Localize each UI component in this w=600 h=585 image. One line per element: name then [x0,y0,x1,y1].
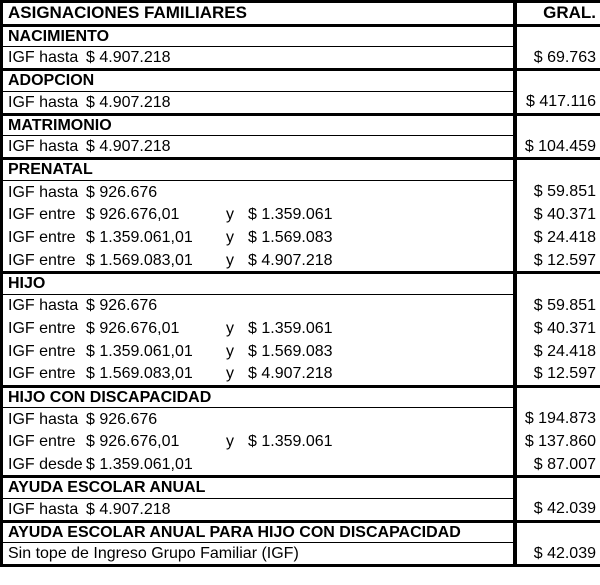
row-label: IGF hasta [8,297,79,315]
empty-amount-cell [515,521,600,543]
section-title-row-hijo-con-discapacidad [2,386,600,408]
row-amount-2: $ 4.907.218 [248,365,333,383]
row-value: $ 40.371 [515,317,600,340]
section-title-row-prenatal [2,159,600,181]
row-amount-1: $ 926.676,01 [86,206,180,224]
table-row [2,204,600,227]
empty-amount-cell [515,114,600,136]
row-amount-2: $ 1.569.083 [248,229,333,247]
row-value: $ 59.851 [515,181,600,204]
row-value: $ 194.873 [515,408,600,431]
row-label: IGF entre [8,319,76,337]
row-amount-2: $ 1.359.061 [248,433,333,451]
table-row [2,454,600,477]
row-amount-1: $ 1.569.083,01 [86,251,193,269]
table-row [2,363,600,386]
row-conjunction: y [226,433,234,451]
row-conjunction: y [226,365,234,383]
section-title-row-ayuda-escolar-discapacidad [2,521,600,543]
row-value: $ 12.597 [515,250,600,273]
row-label: IGF desde [8,455,83,473]
table-row [2,543,600,566]
row-note: Sin tope de Ingreso Grupo Familiar (IGF) [8,545,299,563]
row-conjunction: y [226,342,234,360]
row-value: $ 40.371 [515,204,600,227]
row-label: IGF entre [8,365,76,383]
row-amount-1: $ 926.676,01 [86,433,180,451]
row-label: IGF entre [8,229,76,247]
row-value: $ 417.116 [515,91,600,114]
empty-amount-cell [515,273,600,295]
table-row [2,250,600,273]
empty-amount-cell [515,477,600,499]
table-title: ASIGNACIONES FAMILIARES [2,2,515,26]
table-row [2,181,600,204]
row-value: $ 24.418 [515,340,600,363]
row-amount-1: $ 4.907.218 [86,93,171,111]
section-title-row-adopcion [2,70,600,92]
section-title: ADOPCION [2,70,515,92]
row-label: IGF hasta [8,410,79,428]
row-label: IGF hasta [8,500,79,518]
row-conjunction: y [226,251,234,269]
row-value: $ 42.039 [515,498,600,521]
section-title-row-hijo [2,273,600,295]
table-row [2,136,600,159]
section-title: AYUDA ESCOLAR ANUAL PARA HIJO CON DISCAPACIDAD [2,521,515,543]
section-title: AYUDA ESCOLAR ANUAL [2,477,515,499]
section-title: HIJO [2,273,515,295]
row-label: IGF entre [8,206,76,224]
row-value: $ 137.860 [515,431,600,454]
row-label: IGF hasta [8,183,79,201]
row-value: $ 69.763 [515,47,600,70]
row-conjunction: y [226,229,234,247]
row-amount-1: $ 926.676,01 [86,319,180,337]
row-value: $ 87.007 [515,454,600,477]
row-amount-1: $ 926.676 [86,410,158,428]
row-amount-1: $ 926.676 [86,183,158,201]
row-value: $ 104.459 [515,136,600,159]
empty-amount-cell [515,386,600,408]
row-label: IGF hasta [8,93,79,111]
row-amount-1: $ 4.907.218 [86,48,171,66]
table-row [2,47,600,70]
row-amount-1: $ 1.359.061,01 [86,455,193,473]
section-title-row-nacimiento [2,25,600,47]
table-row [2,91,600,114]
row-amount-2: $ 1.359.061 [248,206,333,224]
row-amount-1: $ 4.907.218 [86,500,171,518]
row-amount-2: $ 1.359.061 [248,319,333,337]
row-value: $ 12.597 [515,363,600,386]
row-value: $ 24.418 [515,227,600,250]
table-row [2,340,600,363]
amount-column-header: GRAL. [515,2,600,26]
table-row [2,408,600,431]
empty-amount-cell [515,70,600,92]
row-amount-2: $ 1.569.083 [248,342,333,360]
row-amount-1: $ 1.359.061,01 [86,229,193,247]
section-title-row-matrimonio [2,114,600,136]
row-amount-1: $ 1.359.061,01 [86,342,193,360]
section-title: NACIMIENTO [2,25,515,47]
row-label: IGF hasta [8,138,79,156]
section-title-row-ayuda-escolar-anual [2,477,600,499]
section-title: PRENATAL [2,159,515,181]
row-value: $ 42.039 [515,543,600,566]
empty-amount-cell [515,159,600,181]
section-title: MATRIMONIO [2,114,515,136]
row-amount-1: $ 4.907.218 [86,138,171,156]
row-conjunction: y [226,319,234,337]
row-label: IGF entre [8,433,76,451]
row-amount-1: $ 926.676 [86,297,158,315]
section-title: HIJO CON DISCAPACIDAD [2,386,515,408]
empty-amount-cell [515,25,600,47]
row-amount-1: $ 1.569.083,01 [86,365,193,383]
row-conjunction: y [226,206,234,224]
table-row [2,294,600,317]
row-label: IGF hasta [8,48,79,66]
table-row [2,498,600,521]
table-row [2,431,600,454]
table-row [2,227,600,250]
table-row [2,317,600,340]
row-amount-2: $ 4.907.218 [248,251,333,269]
row-value: $ 59.851 [515,294,600,317]
row-label: IGF entre [8,251,76,269]
row-label: IGF entre [8,342,76,360]
table-header-row [2,2,600,26]
